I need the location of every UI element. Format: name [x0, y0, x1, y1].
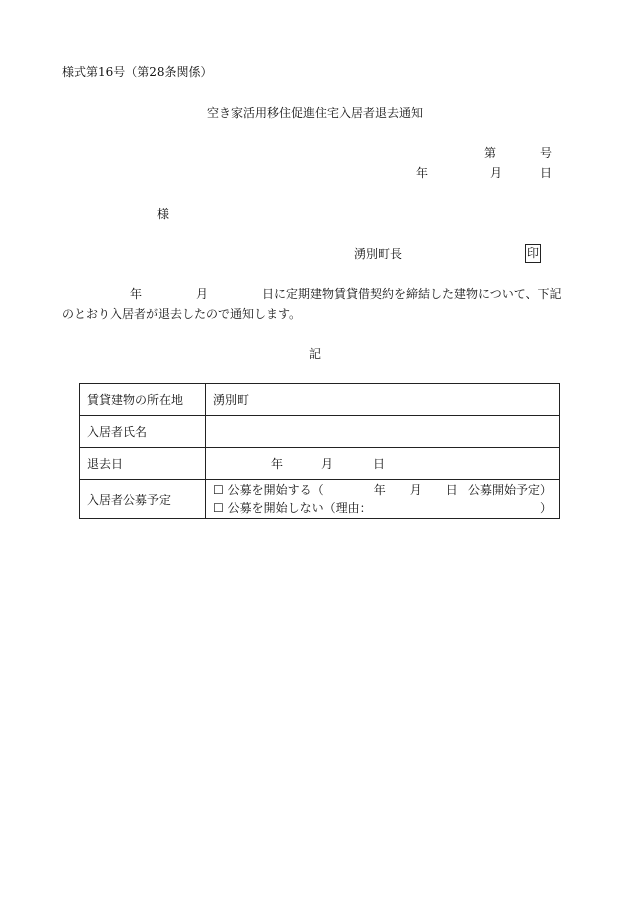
body-text-line-1	[130, 286, 562, 302]
table-row	[80, 416, 560, 448]
row-label-address: 賃貸建物の所在地	[80, 384, 206, 416]
document-title: 空き家活用移住促進住宅入居者退去通知	[206, 106, 423, 120]
option-start-recruitment	[213, 481, 552, 499]
body-year: 年	[130, 287, 143, 301]
option-no-tail: ）	[539, 501, 552, 515]
issue-date-line	[416, 165, 552, 181]
checkbox-start-recruitment[interactable]: ☐	[213, 483, 224, 497]
option-no-label: 公募を開始しない（理由：	[227, 501, 372, 515]
row-value-address: 湧別町	[206, 384, 560, 416]
reference-number-line	[484, 145, 552, 161]
option-start-tail: 公募開始予定）	[467, 483, 552, 497]
issue-year: 年	[415, 166, 428, 180]
move-out-month: 月	[321, 457, 334, 471]
issue-month: 月	[489, 166, 502, 180]
ki-heading: 記	[308, 347, 321, 361]
reference-go: 号	[539, 146, 552, 160]
table-row	[80, 384, 560, 416]
body-text-line-2: のとおり入居者が退去したので通知します。	[62, 307, 302, 321]
row-label-tenant-name: 入居者氏名	[80, 416, 206, 448]
issuer-name: 湧別町長	[354, 247, 403, 261]
row-label-recruitment-plan: 入居者公募予定	[80, 480, 206, 519]
checkbox-no-recruitment[interactable]: ☐	[213, 501, 224, 515]
recruit-month: 月	[409, 483, 422, 497]
body-line1-rest: 日に定期建物賃貸借契約を締結した建物について、下記	[262, 287, 562, 301]
form-number: 様式第16号（第28条関係）	[62, 65, 213, 79]
table-row	[80, 448, 560, 480]
option-no-recruitment	[213, 499, 552, 517]
row-value-move-out-date	[206, 448, 560, 480]
recruit-day: 日	[445, 483, 458, 497]
row-label-move-out-date: 退去日	[80, 448, 206, 480]
table-row	[80, 480, 560, 519]
issue-day: 日	[539, 166, 552, 180]
notice-table	[79, 383, 560, 519]
move-out-year: 年	[271, 457, 284, 471]
option-start-label: 公募を開始する（	[227, 483, 324, 497]
addressee-honorific: 様	[157, 207, 170, 221]
move-out-day: 日	[373, 457, 386, 471]
row-value-recruitment-plan	[206, 480, 560, 519]
body-month: 月	[196, 287, 209, 301]
reference-dai: 第	[483, 146, 496, 160]
recruit-year: 年	[373, 483, 386, 497]
seal-mark: 印	[525, 244, 541, 263]
row-value-tenant-name	[206, 416, 560, 448]
